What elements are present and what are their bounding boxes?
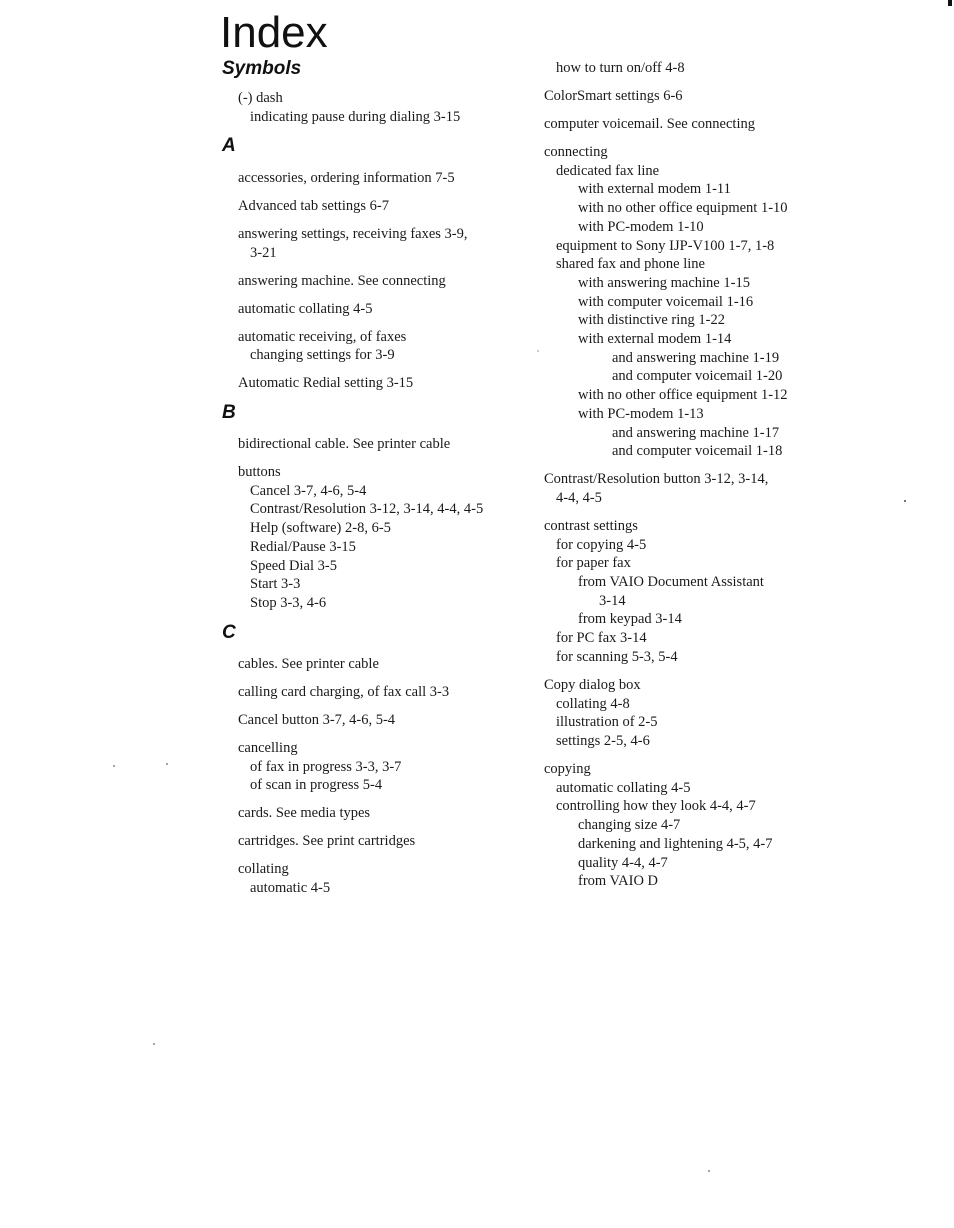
entry-term: ColorSmart settings 6-6 (544, 88, 683, 104)
entry-subterm: changing settings for 3-9 (250, 347, 395, 364)
entry-subsubterm: with external modem 1-14 (578, 331, 732, 348)
entry-continuation: 3-21 (250, 244, 277, 261)
index-section-b (238, 435, 538, 622)
entry-level4: and answering machine 1-19 (612, 349, 780, 366)
entry-subterm: for paper fax (556, 555, 631, 572)
entry-subsubterm: from VAIO Document Assistant (578, 574, 764, 591)
entry-subsubterm: with no other office equipment 1-12 (578, 387, 788, 404)
entry-subterm: for PC fax 3-14 (556, 630, 647, 647)
entry-subterm: collating 4-8 (556, 695, 630, 712)
index-section-c (238, 655, 538, 898)
entry-term: automatic receiving, of faxes (238, 328, 407, 345)
entry-term: Cancel button 3-7, 4-6, 5-4 (238, 712, 396, 728)
entry-subterm: Redial/Pause 3-15 (250, 538, 356, 555)
entry-term: buttons (238, 464, 281, 480)
page-title: Index (220, 8, 328, 57)
entry-subterm: dedicated fax line (556, 162, 660, 179)
index-entry (238, 272, 538, 291)
entry-term: cartridges. See print cartridges (238, 833, 416, 850)
section-heading-a: A (222, 135, 236, 156)
scan-speck (708, 1170, 710, 1172)
entry-subsubterm: from keypad 3-14 (578, 611, 682, 628)
index-entry (544, 59, 844, 78)
page-edge-mark (948, 0, 952, 6)
index-section-a (238, 169, 538, 402)
entry-subterm: for copying 4-5 (556, 536, 647, 553)
entry-subsubterm: with PC-modem 1-10 (578, 218, 704, 235)
entry-continuation: 3-14 (599, 592, 626, 609)
index-entry (238, 832, 538, 851)
entry-term: connecting (544, 144, 608, 160)
entry-subsubterm: darkening and lightening 4-5, 4-7 (578, 835, 773, 852)
entry-term: answering settings, receiving faxes 3-9, (238, 226, 468, 242)
index-entry (238, 328, 538, 365)
index-entry (544, 87, 844, 106)
entry-level4: and answering machine 1-17 (612, 424, 780, 441)
entry-continuation: 4-4, 4-5 (556, 489, 602, 506)
entry-subterm: indicating pause during dialing 3-15 (250, 108, 461, 125)
scan-speck (113, 765, 115, 767)
scan-speck (537, 350, 539, 352)
entry-level4: and computer voicemail 1-20 (612, 368, 783, 385)
entry-subterm: Help (software) 2-8, 6-5 (250, 520, 391, 537)
entry-subsubterm: with no other office equipment 1-10 (578, 200, 788, 217)
index-column-right (544, 59, 844, 890)
entry-subterm: settings 2-5, 4-6 (556, 732, 650, 749)
entry-subsubterm: with computer voicemail 1-16 (578, 293, 754, 310)
entry-subterm-cutoff: automatic 4-5 (250, 880, 331, 897)
entry-subsubterm: with PC-modem 1-13 (578, 405, 704, 422)
entry-subsubterm: with distinctive ring 1-22 (578, 312, 725, 329)
entry-term: computer voicemail. See connecting (544, 116, 755, 132)
entry-term: Copy dialog box (544, 676, 641, 693)
entry-subterm: equipment to Sony IJP-V100 1-7, 1-8 (556, 237, 775, 254)
index-entry-connecting (544, 143, 844, 461)
index-entry (238, 225, 538, 262)
index-entry (544, 470, 844, 507)
index-entry (238, 374, 538, 393)
scan-speck (153, 1043, 155, 1045)
section-heading-b: B (222, 402, 236, 423)
entry-term: bidirectional cable. See printer cable (238, 436, 451, 452)
entry-subsubterm: changing size 4-7 (578, 817, 681, 834)
scan-speck (904, 500, 906, 502)
index-entry (238, 655, 538, 674)
entry-subterm: Speed Dial 3-5 (250, 557, 337, 574)
entry-term: calling card charging, of fax call 3-3 (238, 684, 450, 700)
index-entry (238, 435, 538, 454)
index-entry (238, 169, 538, 188)
entry-term: accessories, ordering information 7-5 (238, 170, 455, 186)
entry-term: automatic collating 4-5 (238, 300, 373, 317)
index-section-symbols (238, 89, 538, 136)
index-entry (544, 115, 844, 134)
entry-subterm: how to turn on/off 4-8 (556, 60, 685, 76)
index-entry (238, 300, 538, 319)
section-heading-symbols: Symbols (222, 58, 302, 79)
entry-subterm: of fax in progress 3-3, 3-7 (250, 758, 402, 775)
entry-subsubterm-cutoff: from VAIO D (578, 873, 659, 890)
entry-subsubterm: with external modem 1-11 (578, 181, 731, 198)
entry-term: Automatic Redial setting 3-15 (238, 375, 414, 392)
index-entry (238, 860, 538, 897)
entry-subterm: Contrast/Resolution 3-12, 3-14, 4-4, 4-5 (250, 501, 484, 518)
entry-subterm: automatic collating 4-5 (556, 779, 691, 796)
entry-subterm: illustration of 2-5 (556, 714, 658, 731)
section-heading-c: C (222, 622, 236, 643)
index-entry (238, 804, 538, 823)
entry-subterm: for scanning 5-3, 5-4 (556, 648, 678, 665)
index-entry (238, 197, 538, 216)
entry-subterm: of scan in progress 5-4 (250, 777, 383, 794)
entry-term: answering machine. See connecting (238, 272, 446, 289)
entry-term: cables. See printer cable (238, 656, 379, 672)
entry-subsubterm: with answering machine 1-15 (578, 274, 750, 291)
index-entry-contrast-settings (544, 517, 844, 667)
entry-term: contrast settings (544, 517, 638, 534)
entry-term: (-) dash (238, 90, 283, 106)
entry-subterm: shared fax and phone line (556, 256, 705, 273)
index-entry-buttons (238, 463, 538, 613)
entry-subterm: Start 3-3 (250, 576, 301, 593)
entry-term: cancelling (238, 740, 298, 756)
index-entry-copy-dialog (544, 676, 844, 751)
entry-term: collating (238, 861, 289, 878)
entry-term: Advanced tab settings 6-7 (238, 198, 390, 214)
index-entry (238, 683, 538, 702)
entry-term: Contrast/Resolution button 3-12, 3-14, (544, 471, 769, 488)
entry-term: copying (544, 760, 591, 777)
entry-subterm: Stop 3-3, 4-6 (250, 594, 327, 611)
entry-subterm: Cancel 3-7, 4-6, 5-4 (250, 482, 367, 499)
entry-subsubterm: quality 4-4, 4-7 (578, 854, 668, 871)
scan-speck (166, 763, 168, 765)
entry-level4: and computer voicemail 1-18 (612, 443, 783, 460)
index-entry (238, 711, 538, 730)
index-entry (238, 739, 538, 795)
index-entry-dash (238, 89, 538, 126)
index-entry-copying (544, 760, 844, 890)
entry-subterm: controlling how they look 4-4, 4-7 (556, 798, 756, 815)
entry-term: cards. See media types (238, 805, 371, 822)
